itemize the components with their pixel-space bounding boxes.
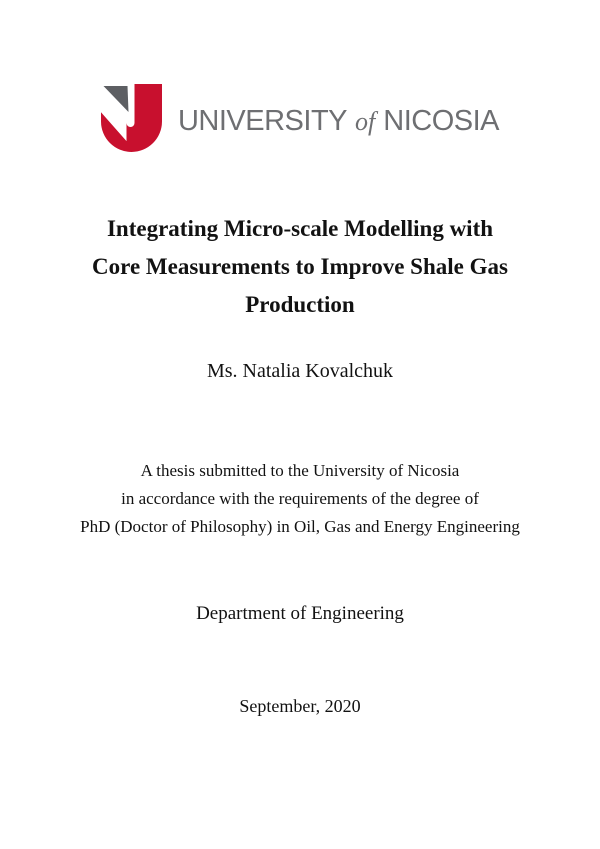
submission-line-1: A thesis submitted to the University of Nicosia	[140, 461, 460, 480]
logo-u-shape	[101, 84, 162, 152]
submission-line-3: PhD (Doctor of Philosophy) in Oil, Gas and Energy Engineering	[80, 517, 520, 536]
department-name: Department of Engineering	[196, 603, 404, 624]
unic-logo-icon	[101, 84, 162, 152]
author-name: Ms. Natalia Kovalchuk	[206, 360, 394, 382]
logo-triangle-shape	[103, 86, 128, 112]
thesis-title-line-2: Core Measurements to Improve Shale Gas	[92, 254, 508, 279]
thesis-title-line-1: Integrating Micro-scale Modelling with	[106, 216, 494, 241]
submission-line-2: in accordance with the requirements of the degree of	[121, 489, 479, 508]
logo-text-university: UNIVERSITY	[177, 105, 348, 137]
university-logo	[0, 84, 600, 152]
logo-text-of: of	[355, 107, 376, 136]
logo-wordmark	[178, 84, 499, 138]
thesis-title	[0, 210, 600, 324]
logo-text-nicosia: NICOSIA	[383, 105, 499, 137]
submission-statement	[0, 457, 600, 541]
thesis-title-line-3: Production	[245, 292, 355, 317]
submission-date: September, 2020	[239, 696, 361, 716]
